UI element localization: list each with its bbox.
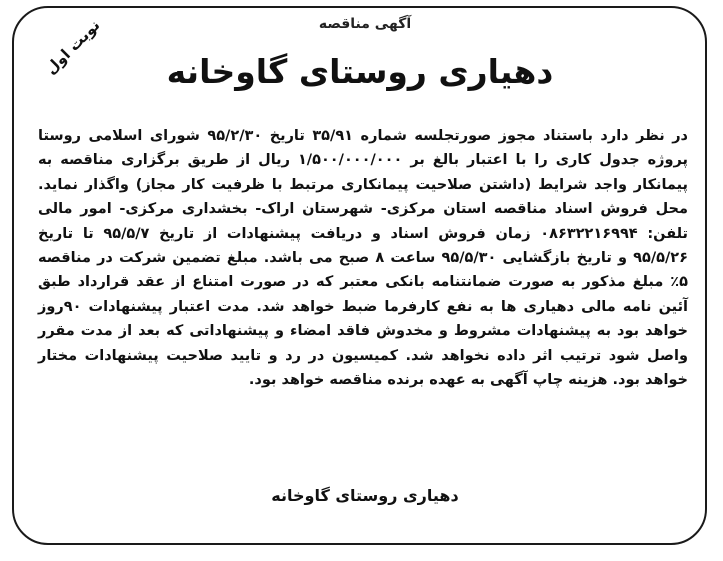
notice-title: دهیاری روستای گاوخانه [166,52,554,91]
notice-body: در نظر دارد باستناد مجوز صورتجلسه شماره ۳۵/۹۱ تاریخ ۹۵/۲/۳۰ شورای اسلامی روستا پروژه جدول کاری را با اعتبار بالغ بر ۱/۵۰۰/۰۰۰/۰۰۰ ریال از طریق برگزاری مناقصه به پیمانکار واجد شرایط (داشتن صلاحیت پیمانکاری مرتبط با ظرفیت کار مجاز) واگذار نماید. محل فروش اسناد مناقصه استان مرکزی- شهرستان اراک- بخشداری مرکزی- امور مالی تلفن: ۰۸۶۳۲۲۱۶۹۹۴ زمان فروش اسناد و دریافت پیشنهادات از تاریخ ۹۵/۵/۷ تا تاریخ ۹۵/۵/۲۶ و تاریخ بازگشایی ۹۵/۵/۳۰ ساعت ۸ صبح می باشد. مبلغ تضمین شرکت در مناقصه ۵٪ مبلغ مذکور به صورت ضمانتنامه بانکی معتبر که در صورت امتناع از عقد قرارداد طبق آئین نامه مالی دهیاری ها به نفع کارفرما ضبط خواهد شد. مدت اعتبار پیشنهادات ۹۰روز خواهد بود به پیشنهادات مشروط و مخدوش فاقد امضاء و پیشنهاداتی که بعد از مدت مقرر واصل شود ترتیب اثر داده نخواهد شد. کمیسیون در رد و تایید صلاحیت پیشنهادات مختار خواهد بود. هزینه چاپ آگهی به عهده برنده مناقصه خواهد بود. [38,128,688,389]
footer-signature: دهیاری روستای گاوخانه [271,486,459,505]
round-badge: نوبت اول [41,16,104,78]
notice-header: آگهی مناقصه [318,16,412,32]
